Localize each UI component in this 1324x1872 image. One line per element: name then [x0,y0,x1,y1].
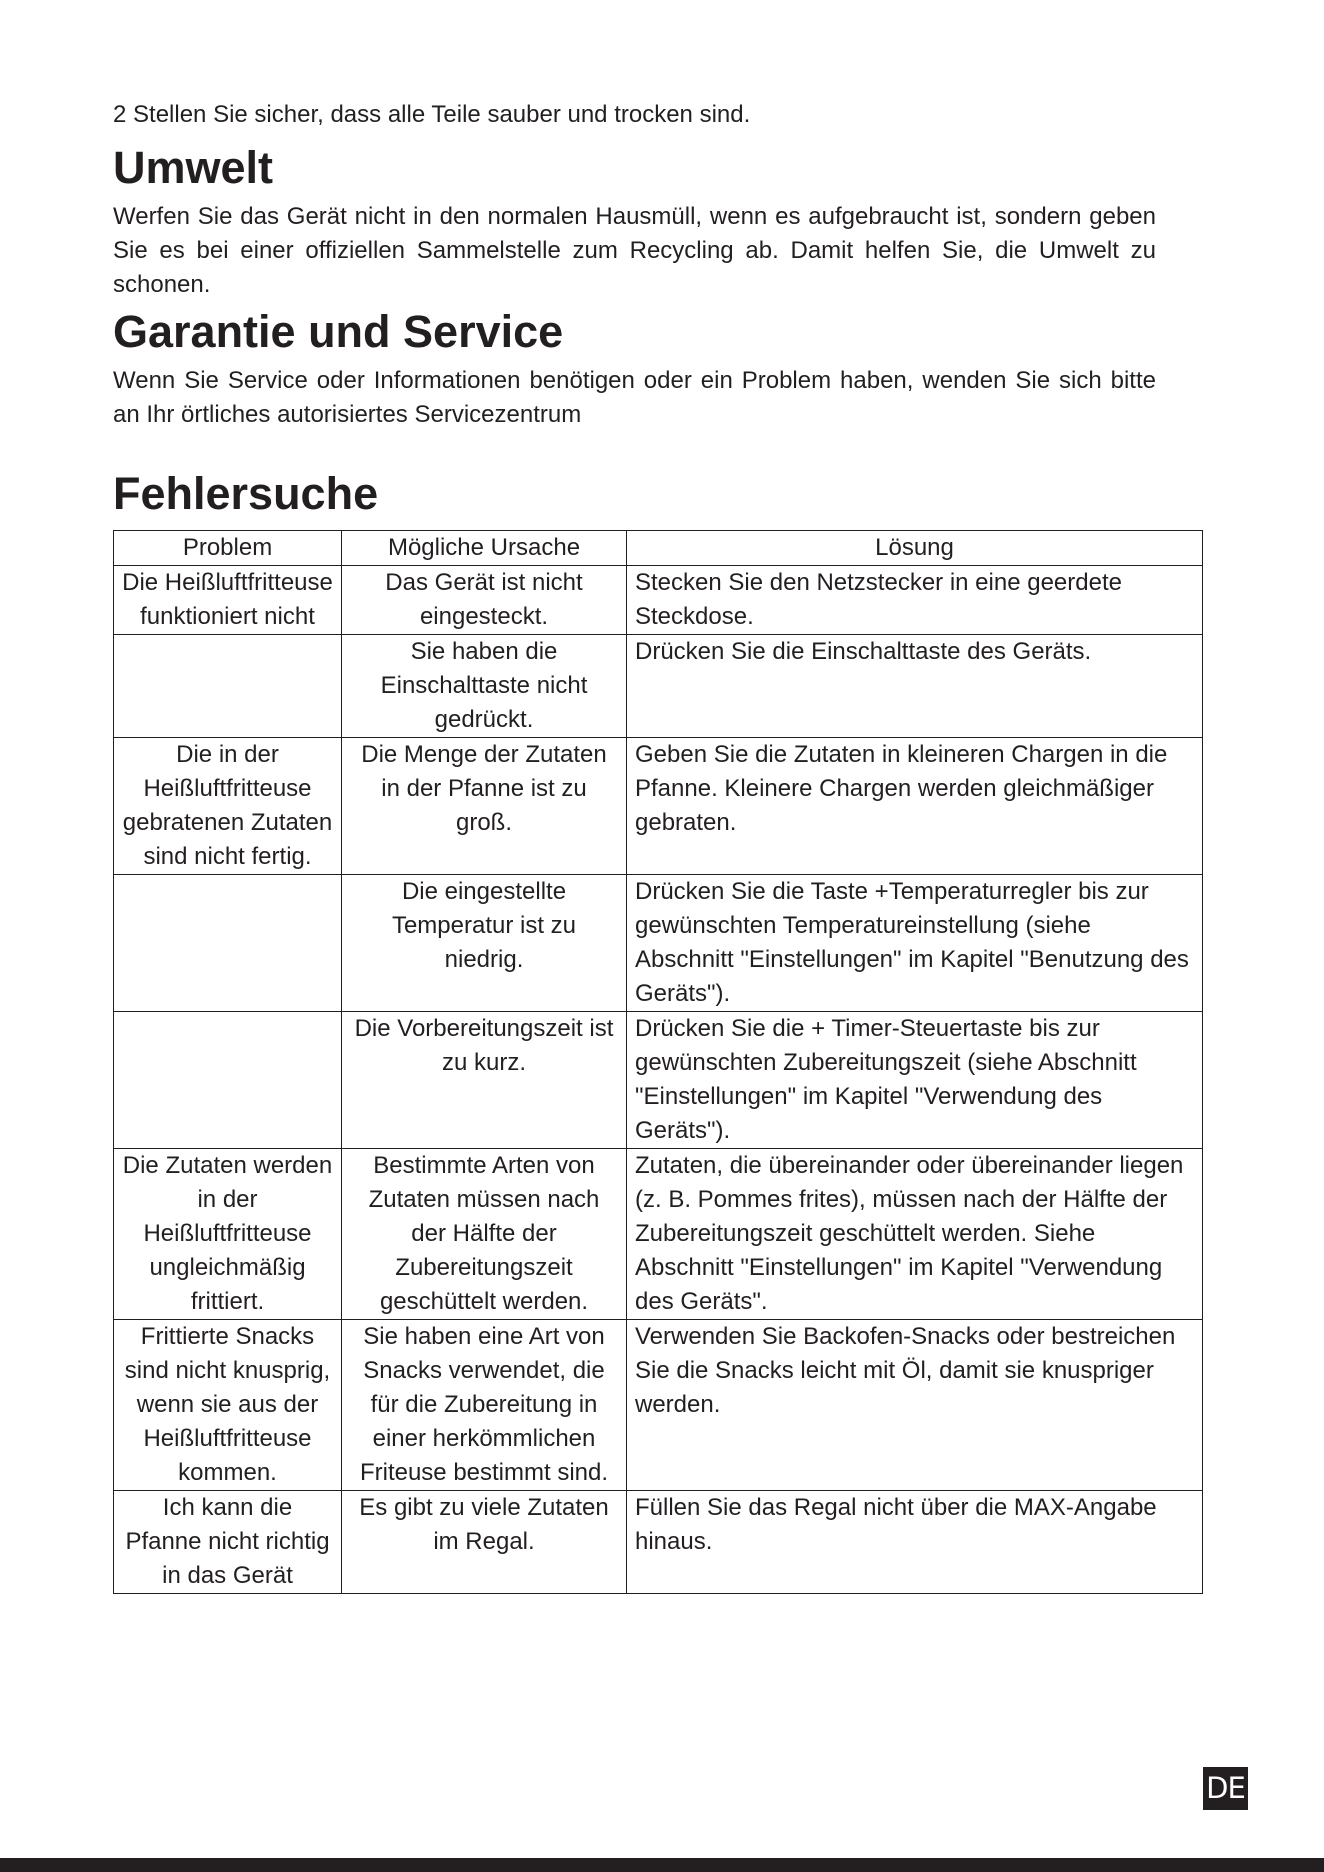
cell-problem [114,1012,342,1149]
table-row [114,635,1203,738]
cell-solution: Drücken Sie die + Timer-Steuertaste bis zur gewünschten Zubereitungszeit (siehe Abschnitt "Einstellungen" im Kapitel "Verwendung des Geräts"). [627,1012,1203,1149]
cell-cause: Die Menge der Zutaten in der Pfanne ist zu groß. [342,738,627,875]
table-row [114,566,1203,635]
bottom-rule [0,1858,1324,1872]
table-row [114,875,1203,1012]
paragraph-garantie-service: Wenn Sie Service oder Informationen benötigen oder ein Problem haben, wenden Sie sich bitte an Ihr örtliches autorisiertes Servicezentrum [113,367,1156,428]
cell-cause: Es gibt zu viele Zutaten im Regal. [342,1491,627,1594]
cell-problem: Die Heißluftfritteuse funktioniert nicht [114,566,342,635]
cell-solution: Zutaten, die übereinander oder übereinander liegen (z. B. Pommes frites), müssen nach der Hälfte der Zubereitungszeit geschüttelt werden. Siehe Abschnitt "Einstellungen" im Kapitel "Verwendung des Geräts". [627,1149,1203,1320]
header-problem: Problem [114,531,342,566]
cell-solution: Drücken Sie die Taste +Temperaturregler bis zur gewünschten Temperatureinstellung (siehe Abschnitt "Einstellungen" im Kapitel "Benutzung des Geräts"). [627,875,1203,1012]
header-cause: Mögliche Ursache [342,531,627,566]
cell-cause: Das Gerät ist nicht eingesteckt. [342,566,627,635]
cell-problem: Frittierte Snacks sind nicht knusprig, wenn sie aus der Heißluftfritteuse kommen. [114,1320,342,1491]
cell-cause: Sie haben eine Art von Snacks verwendet, die für die Zubereitung in einer herkömmlichen Friteuse bestimmt sind. [342,1320,627,1491]
cell-problem [114,635,342,738]
cell-problem: Die Zutaten werden in der Heißluftfritteuse ungleichmäßig frittiert. [114,1149,342,1320]
heading-umwelt: Umwelt [113,142,274,193]
language-badge: DE [1203,1767,1248,1810]
cell-solution: Füllen Sie das Regal nicht über die MAX-Angabe hinaus. [627,1491,1203,1594]
header-solution: Lösung [627,531,1203,566]
cell-cause: Sie haben die Einschalttaste nicht gedrückt. [342,635,627,738]
paragraph-umwelt: Werfen Sie das Gerät nicht in den normalen Hausmüll, wenn es aufgebraucht ist, sondern geben Sie es bei einer offiziellen Sammelstelle zum Recycling ab. Damit helfen Sie, die Umwelt zu schonen. [113,203,1156,298]
intro-line: 2 Stellen Sie sicher, dass alle Teile sauber und trocken sind. [113,101,751,128]
cell-cause: Die eingestellte Temperatur ist zu niedrig. [342,875,627,1012]
cell-cause: Bestimmte Arten von Zutaten müssen nach der Hälfte der Zubereitungszeit geschüttelt werden. [342,1149,627,1320]
manual-page [113,98,1189,1594]
table-header-row [114,531,1203,566]
cell-cause: Die Vorbereitungszeit ist zu kurz. [342,1012,627,1149]
cell-solution: Stecken Sie den Netzstecker in eine geerdete Steckdose. [627,566,1203,635]
cell-solution: Drücken Sie die Einschalttaste des Geräts. [627,635,1203,738]
heading-fehlersuche: Fehlersuche [113,468,379,519]
table-row [114,1320,1203,1491]
cell-problem: Ich kann die Pfanne nicht richtig in das Gerät [114,1491,342,1594]
cell-solution: Geben Sie die Zutaten in kleineren Chargen in die Pfanne. Kleinere Chargen werden gleichmäßiger gebraten. [627,738,1203,875]
table-row [114,1149,1203,1320]
table-row [114,1491,1203,1594]
heading-garantie-service: Garantie und Service [113,306,564,357]
table-row [114,1012,1203,1149]
cell-solution: Verwenden Sie Backofen-Snacks oder bestreichen Sie die Snacks leicht mit Öl, damit sie knuspriger werden. [627,1320,1203,1491]
table-row [114,738,1203,875]
cell-problem [114,875,342,1012]
cell-problem: Die in der Heißluftfritteuse gebratenen Zutaten sind nicht fertig. [114,738,342,875]
troubleshooting-table [113,530,1203,1594]
